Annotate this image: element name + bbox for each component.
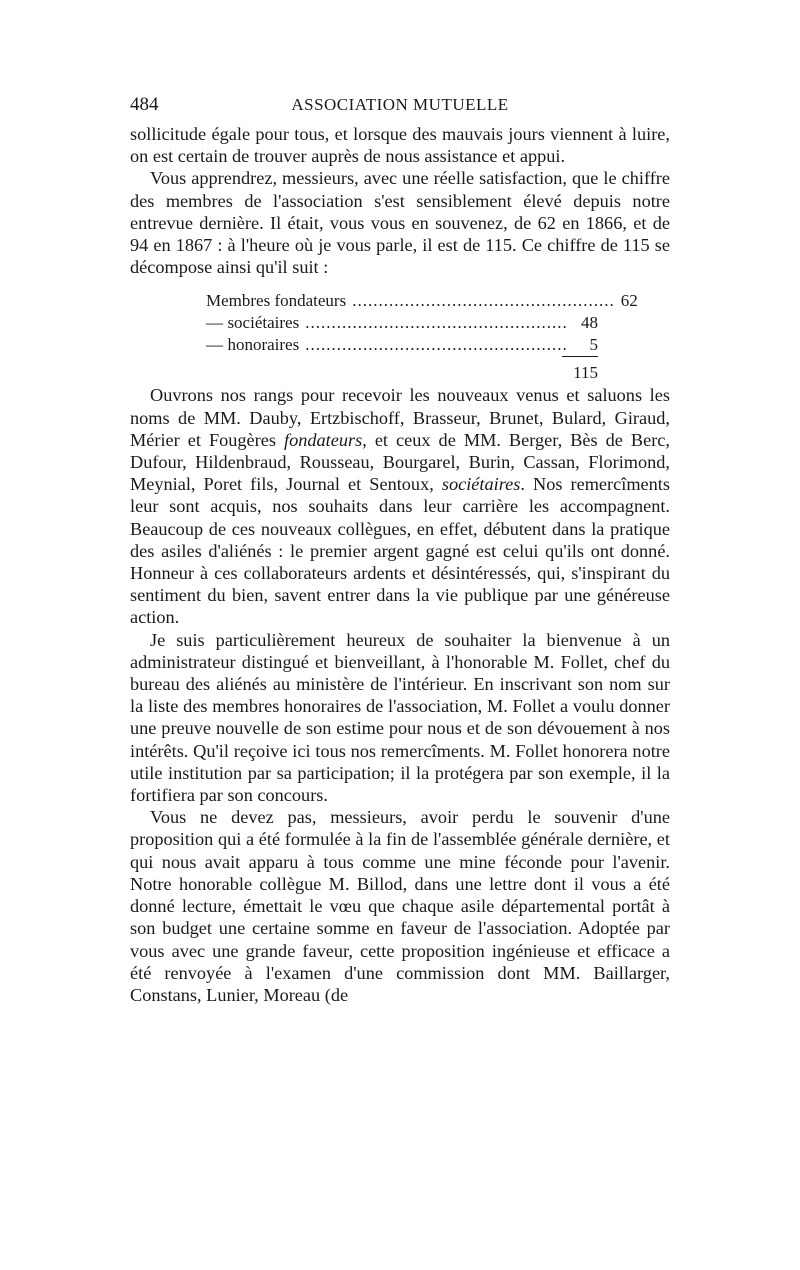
text-run: Ouvrons nos rangs pour recevoir les nouveaux venus et saluons les noms de MM. Dauby, Ertzbischoff, Brasseur, Brunet, Bulard, Giraud, Mérier et Fougères (130, 385, 670, 450)
paragraph-proposition: Vous ne devez pas, messieurs, avoir perdu le souvenir d'une proposition qui a été formulée à la fin de l'assemblée générale dernière, et qui nous avait apparu à tous comme une mine féconde pour l'avenir. Notre honorable collègue M. Billod, dans une lettre dont il vous a été donné lecture, émettait le vœu que chaque asile départemental portât à son budget une certaine somme en faveur de l'association. Adoptée par vous avec une grande faveur, cette proposition ingénieuse et efficace a été renvoyée à l'examen d'une commission dont MM. Baillarger, Constans, Lunier, Moreau (de (130, 807, 670, 1005)
table-total: 115 (573, 363, 598, 383)
paragraph-continuation: sollicitude égale pour tous, et lorsque des mauvais jours viennent à luire, on est certain de trouver auprès de nous assistance et appui. (130, 124, 670, 167)
row-prefix: — (206, 313, 223, 333)
table-row (206, 312, 598, 334)
paragraph-membership-count: Vous apprendrez, messieurs, avec une réelle satisfaction, que le chiffre des membres de l'association s'est sensiblement élevé depuis notre entrevue dernière. Il était, vous vous en souvenez, de 62 en 1866, et de 94 en 1867 : à l'heure où je vous parle, il est de 115. Ce chiffre de 115 se décompose ainsi qu'il suit : (130, 168, 670, 278)
row-label: honoraires (227, 335, 300, 355)
table-row (206, 334, 598, 356)
page-header (130, 94, 670, 120)
row-label: Membres fondateurs (206, 291, 347, 311)
page-body (130, 123, 670, 1006)
table-row (206, 290, 638, 312)
text-run: . Nos remercîments leur sont acquis, nos souhaits dans leur carrière les accompagnent. Beaucoup de ces nouveaux collègues, en effet, débutent dans la pratique des asiles d'aliénés : le premier argent gagné est celui qu'ils ont donné. Honneur à ces collaborateurs ardents et désintéressés, qui, s'inspirant du sentiment du bien, savent entrer dans la vie publique par une généreuse action. (130, 474, 670, 628)
paragraph-new-members (130, 384, 670, 628)
running-title: ASSOCIATION MUTUELLE (291, 95, 509, 114)
italic-term-societaires: sociétaires (441, 474, 521, 495)
page-number: 484 (130, 94, 159, 115)
dot-leader: .................................................. (305, 335, 568, 355)
members-breakdown-table (206, 290, 638, 384)
row-label: sociétaires (227, 313, 300, 333)
italic-term-fondateurs: fondateurs (284, 429, 363, 450)
row-value: 62 (620, 291, 638, 311)
row-value: 48 (580, 313, 598, 333)
dot-leader: .................................................. (305, 313, 568, 333)
row-prefix: — (206, 335, 223, 355)
row-value: 5 (589, 335, 598, 355)
text-run: , et ceux de MM. Berger, Bès de Berc, Dufour, Hildenbraud, Rousseau, Bourgarel, Burin, Cassan, Florimond, Meynial, Poret fils, Journal et Sentoux, (130, 429, 670, 495)
paragraph-follet: Je suis particulièrement heureux de souhaiter la bienvenue à un administrateur distingué et bienveillant, à l'honorable M. Follet, chef du bureau des aliénés au ministère de l'intérieur. En inscrivant son nom sur la liste des membres honoraires de l'association, M. Follet a voulu donner une preuve nouvelle de son estime pour nous et de son dévouement à nos intérêts. Qu'il reçoive ici tous nos remercîments. M. Follet honorera notre utile institution par sa participation; il la protégera par son exemple, il la fortifiera par son concours. (130, 629, 670, 806)
dot-leader: .................................................. (352, 291, 615, 311)
